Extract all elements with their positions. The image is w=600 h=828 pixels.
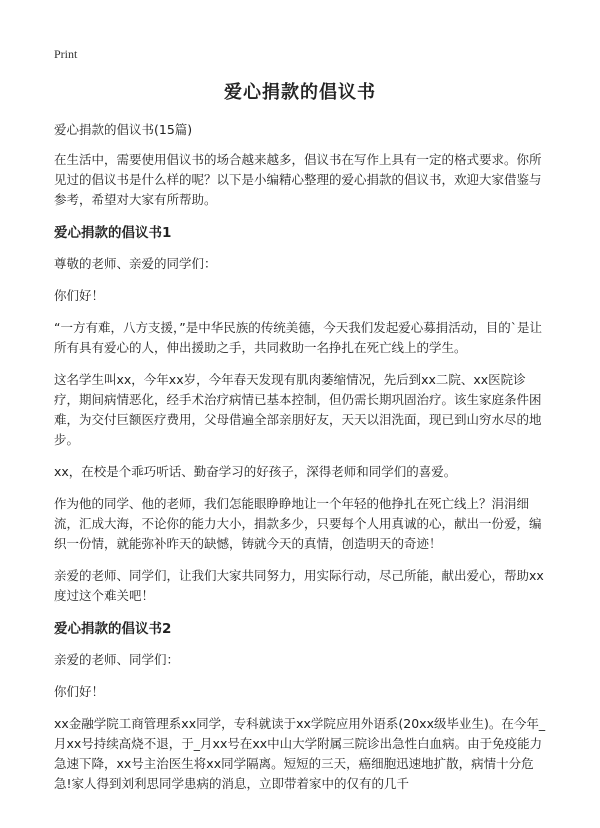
section-1-paragraph: 亲爱的老师、同学们，让我们大家共同努力，用实际行动，尽己所能，献出爱心，帮助xx度过这个难关吧！ [54, 568, 544, 603]
section-1-greeting: 尊敬的老师、亲爱的同学们： [54, 256, 217, 271]
page-title: 爱心捐款的倡议书 [224, 82, 376, 103]
intro-paragraph: 在生活中，需要使用倡议书的场合越来越多，倡议书在写作上具有一定的格式要求。你所见过的倡议书是什么样的呢？以下是小编精心整理的爱心捐款的倡议书，欢迎大家借鉴与参考，希望对大家有所帮助。 [54, 152, 542, 207]
section-2-hello: 你们好！ [54, 684, 105, 699]
section-1-paragraph: xx，在校是个乖巧听话、勤奋学习的好孩子，深得老师和同学们的喜爱。 [54, 464, 457, 479]
section-2-paragraph: xx金融学院工商管理系xx同学，专科就读于xx学院应用外语系(20xx级毕业生)。在今年_月xx号持续高烧不退，于_月xx号在xx中山大学附属三院诊出急性白血病。由于免疫能力急速下降，xx号主治医生将xx同学隔离。短短的三天，癌细胞迅速地扩散，病情十分危急!家人得到刘利思同学患病的消息，立即带着家中的仅有的几千 [54, 716, 546, 791]
section-heading-2: 爱心捐款的倡议书2 [54, 621, 172, 637]
section-2-greeting: 亲爱的老师、同学们： [54, 652, 180, 667]
print-link[interactable]: Print [54, 47, 78, 61]
section-1-paragraph: “一方有难，八方支援，”是中华民族的传统美德，今天我们发起爱心募捐活动，目的`是让所有具有爱心的人，伸出援助之手，共同救助一名挣扎在死亡线上的学生。 [54, 320, 542, 355]
section-heading-1: 爱心捐款的倡议书1 [54, 225, 172, 241]
section-1-hello: 你们好！ [54, 288, 105, 303]
document-subtitle: 爱心捐款的倡议书(15篇) [54, 122, 193, 137]
section-1-paragraph: 这名学生叫xx，今年xx岁，今年春天发现有肌肉萎缩情况，先后到xx二院、xx医院诊疗，期间病情恶化，经手术治疗病情已基本控制，但仍需长期巩固治疗。该生家庭条件困难，为交付巨额医疗费用，父母借遍全部亲朋好友，天天以泪洗面，现已到山穷水尽的地步。 [54, 372, 542, 447]
document-body [54, 120, 550, 806]
section-1-paragraph: 作为他的同学、他的老师，我们怎能眼睁睁地让一个年轻的他挣扎在死亡线上？涓涓细流，汇成大海，不论你的能力大小，捐款多少，只要每个人用真诚的心，献出一份爱，编织一份情，就能弥补昨天的缺憾，铸就今天的真情，创造明天的奇迹！ [54, 496, 542, 551]
